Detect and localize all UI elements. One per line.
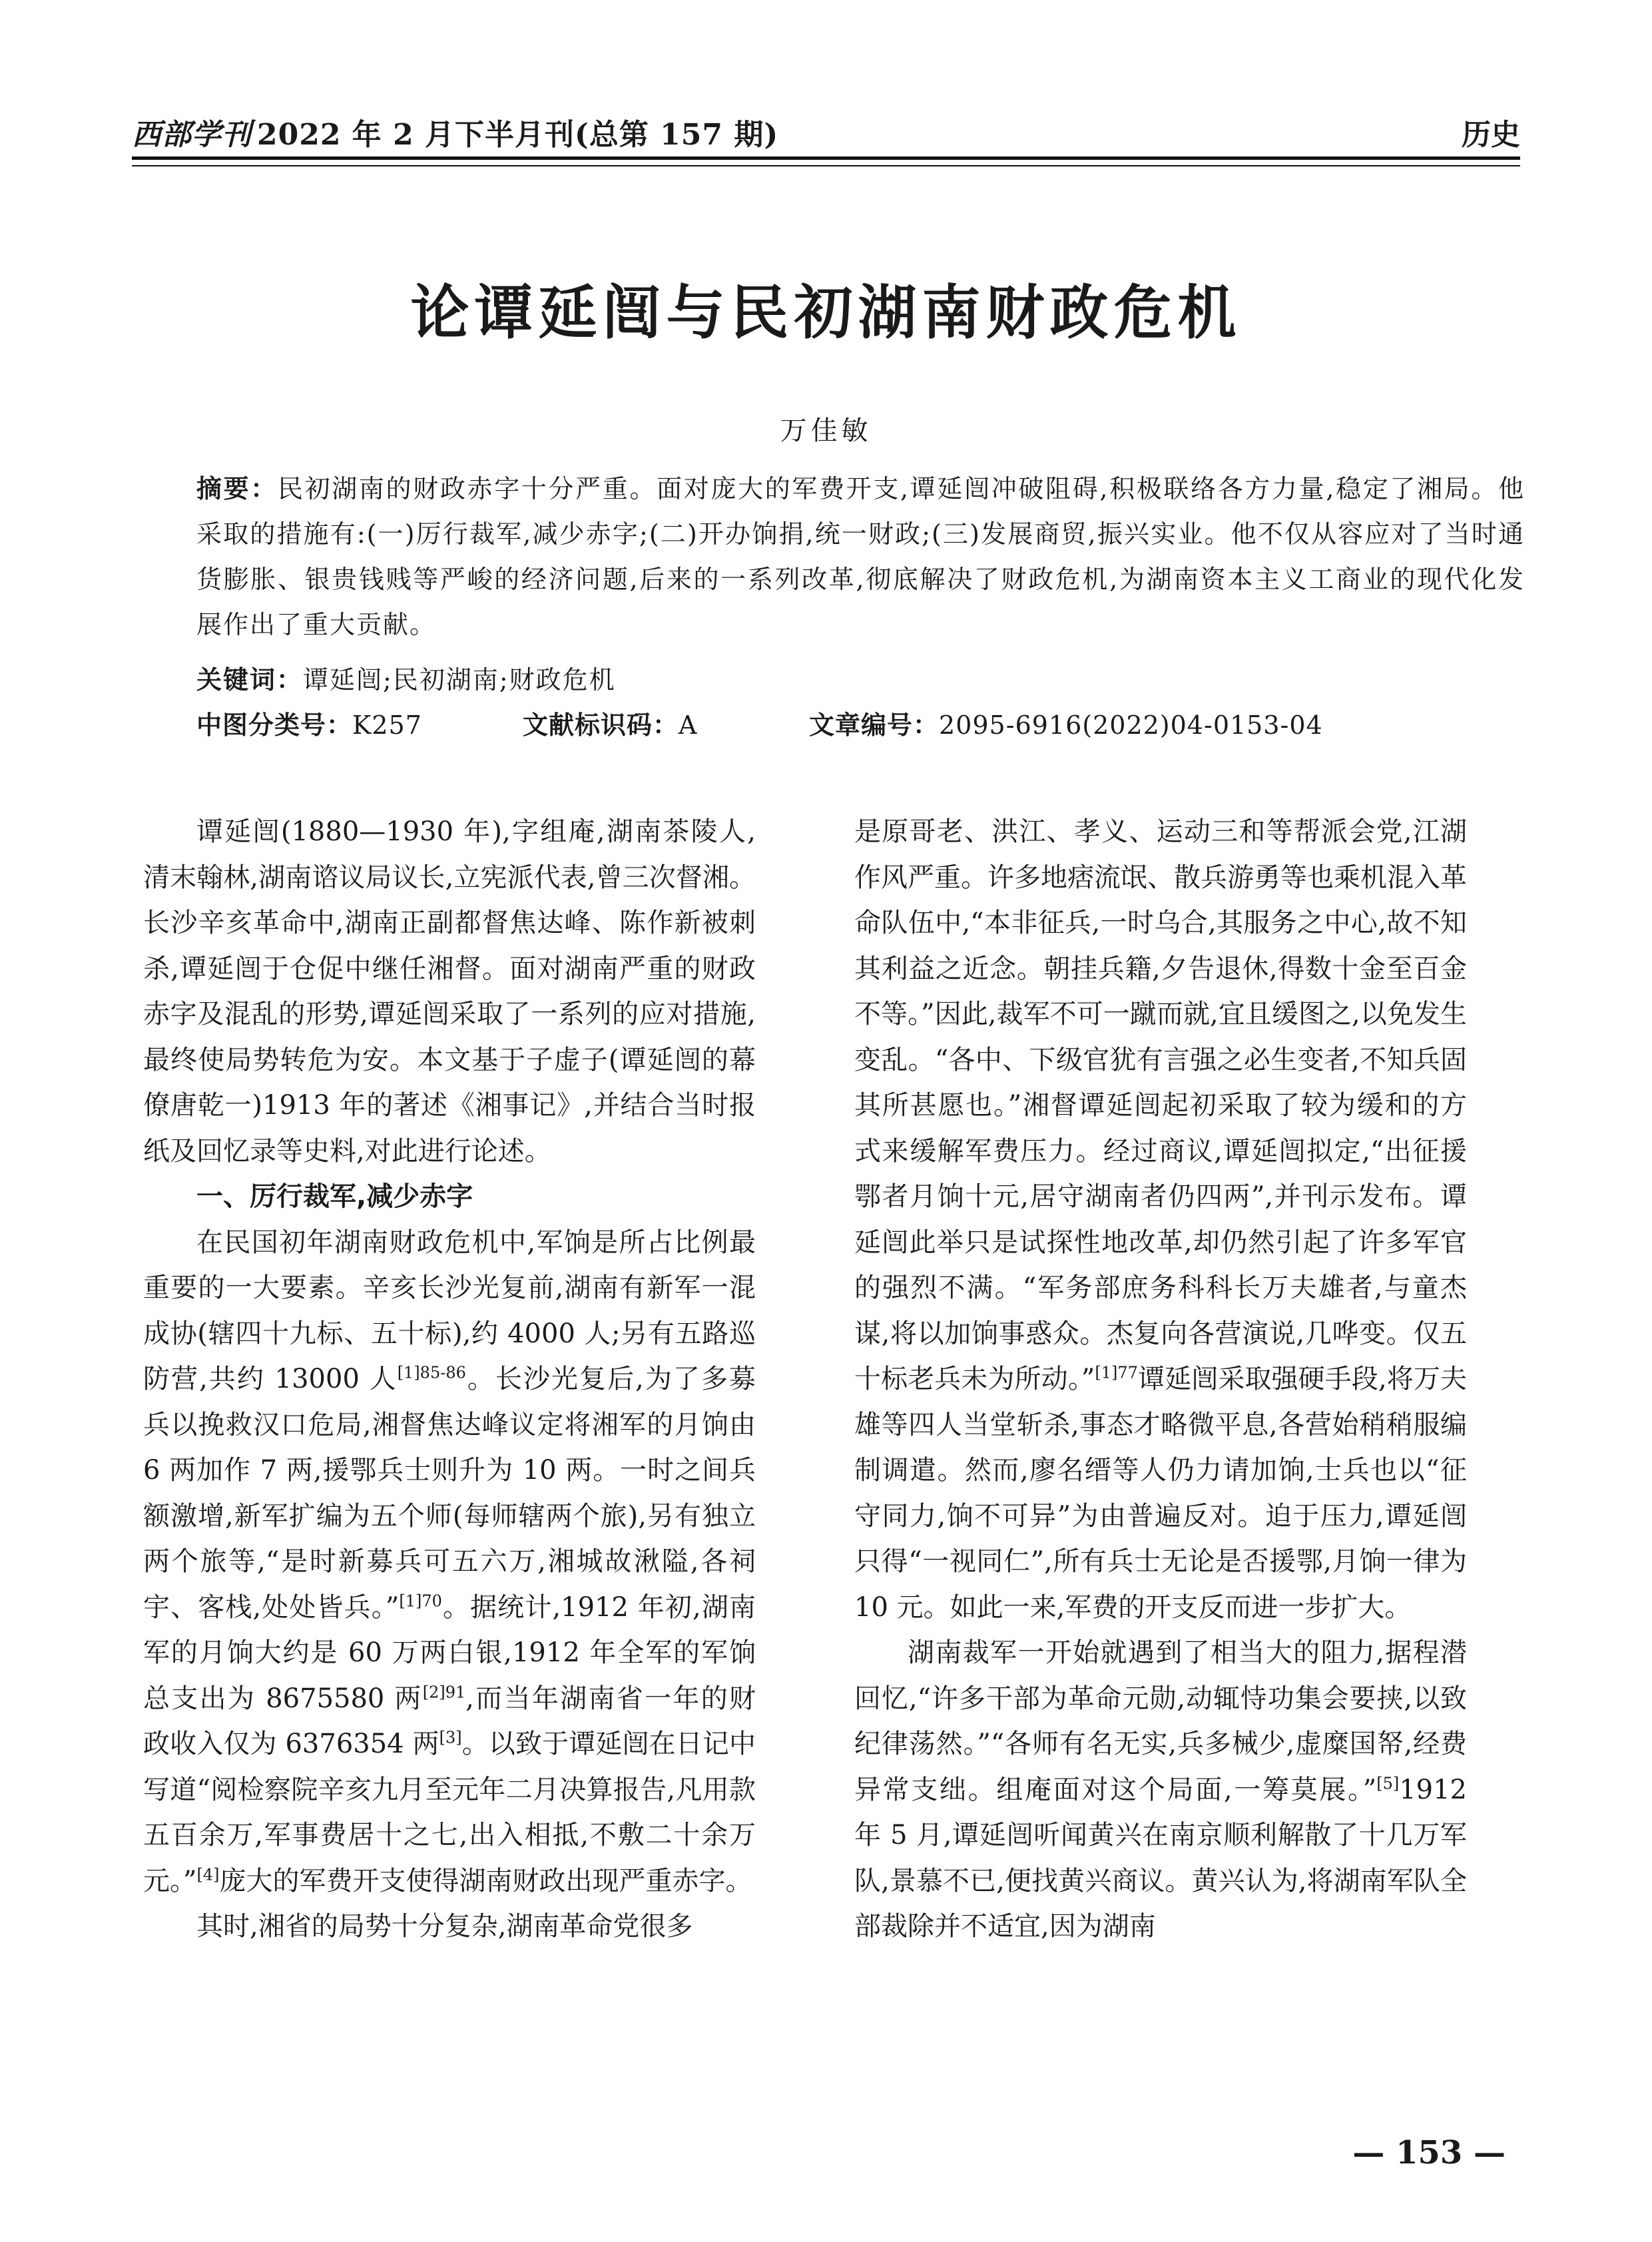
- article-author: 万佳敏: [780, 416, 872, 446]
- clc-item: [196, 704, 523, 741]
- text-run: 谭延闿采取强硬手段,将万夫雄等四人当堂斩杀,事态才略微平息,各营始稍稍服编制调遣。然而,廖名缙等人仍力请加饷,士兵也以“征守同力,饷不可异”为由普遍反对。迫于压力,谭延闿只得“一视同仁”,所有兵士无论是否援鄂,月饷一律为 10 元。如此一来,军费的开支反而进一步扩大。: [854, 1364, 1468, 1623]
- text-run: 是原哥老、洪江、孝义、运动三和等帮派会党,江湖作风严重。许多地痞流氓、散兵游勇等也乘机混入革命队伍中,“本非征兵,一时乌合,其服务之中心,故不知其利益之近念。朝挂兵籍,夕告退休,得数十金至百金不等。”因此,裁军不可一蹴而就,宜且缓图之,以免发生变乱。“各中、下级官犹有言强之必生变者,不知兵固其所甚愿也。”湘督谭延闿起初采取了较为缓和的方式来缓解军费压力。经过商议,谭延闿拟定,“出征援鄂者月饷十元,居守湖南者仍四两”,并刊示发布。谭延闿此举只是试探性地改革,却仍然引起了许多军官的强烈不满。“军务部庶务科科长万夫雄者,与童杰谋,将以加饷事惑众。杰复向各营演说,几哗变。仅五十标老兵未为所动。”: [854, 816, 1467, 1394]
- doc-label: 文献标识码：: [523, 710, 679, 740]
- text-run: 1912 年 5 月,谭延闿听闻黄兴在南京顺利解散了十几万军队,景慕不已,便找黄兴商议。黄兴认为,将湖南军队全部裁除并不适宜,因为湖南: [854, 1774, 1467, 1942]
- art-item: [809, 704, 1323, 741]
- journal-issue: [132, 111, 778, 153]
- art-label: 文章编号：: [809, 710, 940, 740]
- keywords-text: 谭延闿;民初湖南;财政危机: [303, 665, 616, 695]
- body-paragraph: [854, 1630, 1467, 1950]
- page-number: — 153 —: [1352, 2134, 1506, 2171]
- abstract-text: 民初湖南的财政赤字十分严重。面对庞大的军费开支,谭延闿冲破阻碍,积极联络各方力量,稳定了湘局。他采取的措施有:(一)厉行裁军,减少赤字;(二)开办饷捐,统一财政;(三)发展商贸,振兴实业。他不仅从容应对了当时通货膨胀、银贵钱贱等严峻的经济问题,后来的一系列改革,彻底解决了财政危机,为湖南资本主义工商业的现代化发展作出了重大贡献。: [196, 474, 1525, 639]
- clc-value: K257: [352, 710, 422, 740]
- text-run: 在民国初年湖南财政危机中,军饷是所占比例最重要的一大要素。辛亥长沙光复前,湖南有新军一混成协(辖四十九标、五十标),约 4000 人;另有五路巡防营,共约 13000 人: [143, 1227, 756, 1394]
- right-column: [854, 809, 1467, 1950]
- citation: [3]: [439, 1728, 462, 1747]
- keywords-label: 关键词：: [196, 665, 304, 695]
- body-paragraph: [854, 809, 1467, 1630]
- journal-logo: 西部学刊: [132, 118, 252, 152]
- article-meta: [196, 704, 1525, 741]
- body-paragraph: 其时,湘省的局势十分复杂,湖南革命党很多: [196, 1911, 693, 1942]
- header-rule: [132, 156, 1520, 160]
- left-column: [143, 809, 756, 1950]
- body-paragraph: 谭延闿(1880—1930 年),字组庵,湖南茶陵人,清末翰林,湖南谘议局议长,立宪派代表,曾三次督湘。长沙辛亥革命中,湖南正副都督焦达峰、陈作新被刺杀,谭延闿于仓促中继任湘督。面对湖南严重的财政赤字及混乱的形势,谭延闿采取了一系列的应对措施,最终使局势转危为安。本文基于子虚子(谭延闿的幕僚唐乾一)1913 年的著述《湘事记》,并结合当时报纸及回忆录等史料,对此进行论述。: [143, 816, 756, 1167]
- running-header: [132, 100, 1520, 160]
- text-run: 。长沙光复后,为了多募兵以挽救汉口危局,湘督焦达峰议定将湘军的月饷由 6 两加作 7 两,援鄂兵士则升为 10 两。一时之间兵额激增,新军扩编为五个师(每师辖两个旅),另有独立两个旅等,“是时新募兵可五六万,湘城故湫隘,各祠宇、客栈,处处皆兵。”: [143, 1364, 756, 1623]
- citation: [1]70: [399, 1591, 442, 1611]
- citation: [4]: [196, 1865, 220, 1884]
- issue-info: 2022 年 2 月下半月刊(总第 157 期): [257, 118, 779, 152]
- section-label: 历史: [1462, 118, 1520, 152]
- citation: [2]91: [422, 1683, 466, 1702]
- article-title: 论谭延闿与民初湖南财政危机: [410, 278, 1242, 347]
- doc-value: A: [679, 710, 698, 740]
- text-run: 。以致于谭延闿在日记中写道“阅检察院辛亥九月至元年二月决算报告,凡用款五百余万,军事费居十之七,出入相抵,不敷二十余万元。”: [143, 1729, 756, 1896]
- text-run: 湖南裁军一开始就遇到了相当大的阻力,据程潜回忆,“许多干部为革命元勋,动辄恃功集会要挟,以致纪律荡然。”“各师有名无实,兵多械少,虚糜国帑,经费异常支绌。组庵面对这个局面,一筹莫展。”: [854, 1637, 1467, 1805]
- text-run: ,而当年湖南省一年的财政收入仅为 6376354 两: [143, 1683, 756, 1759]
- abstract: [196, 466, 1525, 647]
- citation: [1]85-86: [397, 1363, 466, 1382]
- clc-label: 中图分类号：: [196, 710, 353, 740]
- art-value: 2095-6916(2022)04-0153-04: [939, 710, 1323, 740]
- text-run: 。据统计,1912 年初,湖南军的月饷大约是 60 万两白银,1912 年全军的军饷总支出为 8675580 两: [143, 1591, 756, 1714]
- doc-item: [523, 704, 809, 741]
- body-paragraph: [143, 1220, 756, 1904]
- text-run: 庞大的军费开支使得湖南财政出现严重赤字。: [219, 1865, 752, 1896]
- citation: [5]: [1376, 1774, 1400, 1793]
- citation: [1]77: [1095, 1363, 1138, 1382]
- keywords: [196, 659, 616, 696]
- section-heading: 一、厉行裁军,减少赤字: [196, 1181, 473, 1212]
- abstract-label: 摘要：: [196, 474, 278, 503]
- header-rule-thin: [132, 165, 1520, 166]
